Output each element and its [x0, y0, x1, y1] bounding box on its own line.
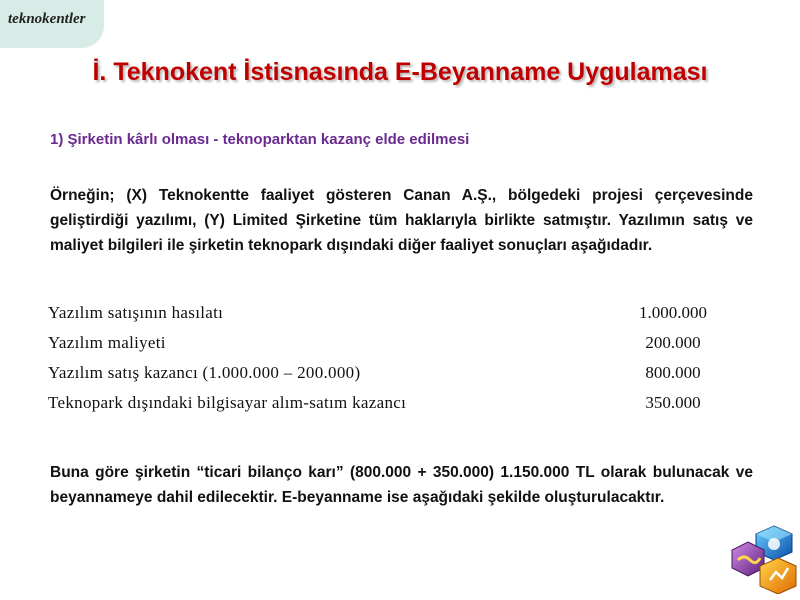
- row-label: Teknopark dışındaki bilgisayar alım-satım kazancı: [48, 393, 407, 412]
- row-label: Yazılım maliyeti: [48, 333, 166, 352]
- table-row: [48, 388, 728, 418]
- table-row: [48, 358, 728, 388]
- table-row: [48, 328, 728, 358]
- handshake-cubes-logo-icon: [730, 524, 798, 594]
- table-row: [48, 298, 728, 328]
- row-value: 1.000.000: [639, 303, 707, 322]
- row-value: 200.000: [645, 333, 701, 352]
- example-paragraph: Örneğin; (X) Teknokentte faaliyet gösteren Canan A.Ş., bölgedeki projesi çerçevesinde geliştirdiği yazılımı, (Y) Limited Şirketine tüm haklarıyla birlikte satmıştır. Yazılımın satış ve maliyet bilgileri ile şirketin teknopark dışındaki diğer faaliyet sonuçları aşağıdadır.: [50, 187, 753, 254]
- figures-table: [48, 298, 728, 418]
- row-label: Yazılım satış kazancı (1.000.000 – 200.000): [48, 363, 361, 382]
- conclusion-paragraph: Buna göre şirketin “ticari bilanço karı” (800.000 + 350.000) 1.150.000 TL olarak bulunacak ve beyannameye dahil edilecektir. E-beyanname ise aşağıdaki şekilde oluşturulacaktır.: [50, 464, 753, 506]
- corner-brand-tab: [0, 0, 104, 48]
- slide-subtitle: 1) Şirketin kârlı olması - teknoparktan kazanç elde edilmesi: [50, 131, 470, 148]
- brand-label: teknokentler: [8, 11, 86, 27]
- row-value: 350.000: [645, 393, 701, 412]
- row-label: Yazılım satışının hasılatı: [48, 303, 224, 322]
- row-value: 800.000: [645, 363, 701, 382]
- slide-title: İ. Teknokent İstisnasında E-Beyanname Uygulaması: [92, 58, 708, 86]
